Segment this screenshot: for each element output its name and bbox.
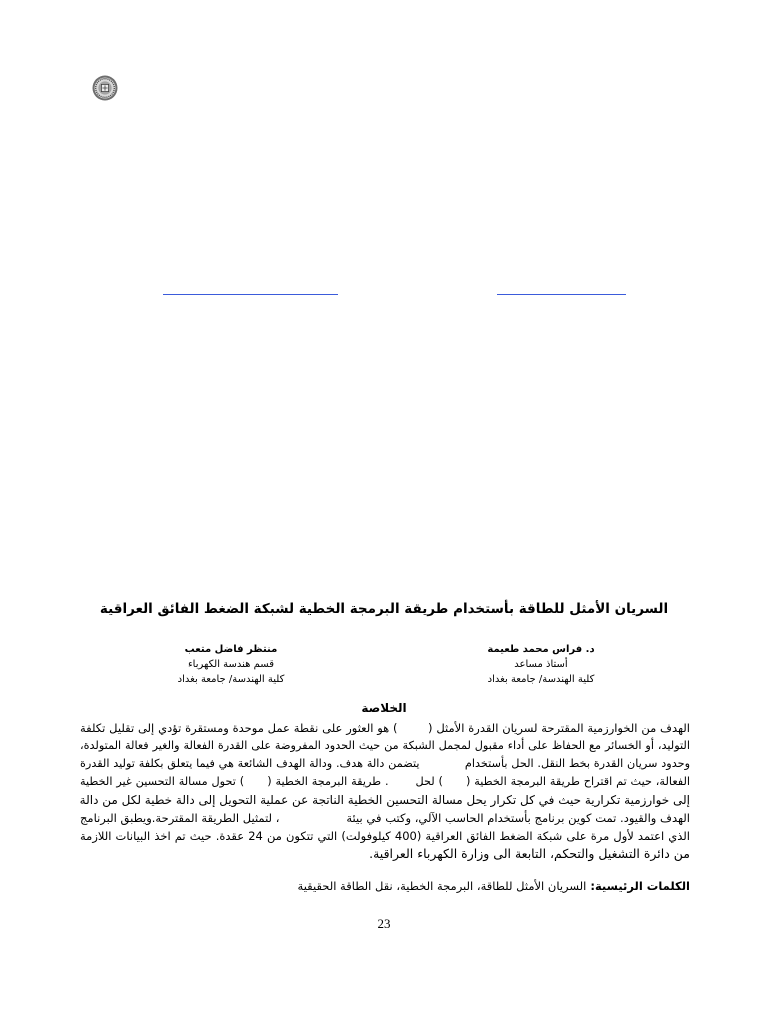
author-position: أستاذ مساعد xyxy=(514,659,568,670)
page-number: 23 xyxy=(377,916,391,931)
abstract-line: من دائرة التشغيل والتحكم، التابعة الى وزارة الكهرباء العراقية. xyxy=(369,846,690,861)
author-affiliation: كلية الهندسة/ جامعة بغداد xyxy=(487,674,595,685)
abstract-line: الذي اعتمد لأول مرة على شبكة الضغط الفائق العراقية (400 كيلوفولت) التي تتكون من 24 عقدة. حيث تم اخذ البيانات اللازمة xyxy=(80,829,690,843)
university-seal-icon xyxy=(92,75,118,101)
abstract-line: الهدف والقيود. تمت كوين برنامج بأستخدام الحاسب الآلي، وكتب في بيئة ، لتمثيل الطريقة المقترحة.ويطبق البرنامج xyxy=(80,811,690,825)
abstract-heading: الخلاصة xyxy=(361,701,407,715)
abstract-line: الهدف من الخوارزمية المقترحة لسريان القدرة الأمثل ( ) هو العثور على نقطة عمل موحدة ومستقرة تؤدي إلى تقليل تكلفة xyxy=(80,721,690,735)
abstract-line: الفعالة، حيث تم اقتراح طريقة البرمجة الخطية ( ) لحل . طريقة البرمجة الخطية ( ) تحول مسالة التحسين غير الخطية xyxy=(80,775,690,788)
email-link-left[interactable] xyxy=(163,294,338,295)
abstract-line: إلى خوارزمية تكرارية حيث في كل تكرار يحل مسالة التحسين الخطية الناتجة عن عملية التحويل إلى دالة خطية لكل من دالة xyxy=(79,793,690,807)
abstract-body xyxy=(80,719,690,863)
author-affiliation: كلية الهندسة/ جامعة بغداد xyxy=(177,674,285,685)
keywords-text: السريان الأمثل للطاقة، البرمجة الخطية، نقل الطاقة الحقيقية xyxy=(297,879,587,893)
author-name: منتظر فاضل متعب xyxy=(184,644,278,655)
author-department: قسم هندسة الكهرباء xyxy=(187,659,274,670)
keywords xyxy=(80,877,690,895)
author-name: د. فراس محمد طعيمة xyxy=(487,644,595,655)
abstract-line: التوليد، أو الخسائر مع الحفاظ على أداء مقبول لمجمل الشبكة من حيث الحدود المفروضة على القدرة الفعالة والغير فعالة المتولدة، xyxy=(80,739,690,752)
author-block-first xyxy=(436,642,646,687)
keywords-label: الكلمات الرئيسية: xyxy=(590,879,690,893)
email-link-right[interactable] xyxy=(497,294,626,295)
paper-title: السريان الأمثل للطاقة بأستخدام طريقة البرمجة الخطية لشبكة الضغط الفائق العراقية xyxy=(99,601,669,617)
abstract-line: وحدود سريان القدرة بخط النقل. الحل بأستخدام يتضمن دالة هدف. ودالة الهدف الشائعة هي فيما يتعلق بكلفة توليد القدرة xyxy=(80,757,690,770)
author-block-second xyxy=(126,642,336,687)
